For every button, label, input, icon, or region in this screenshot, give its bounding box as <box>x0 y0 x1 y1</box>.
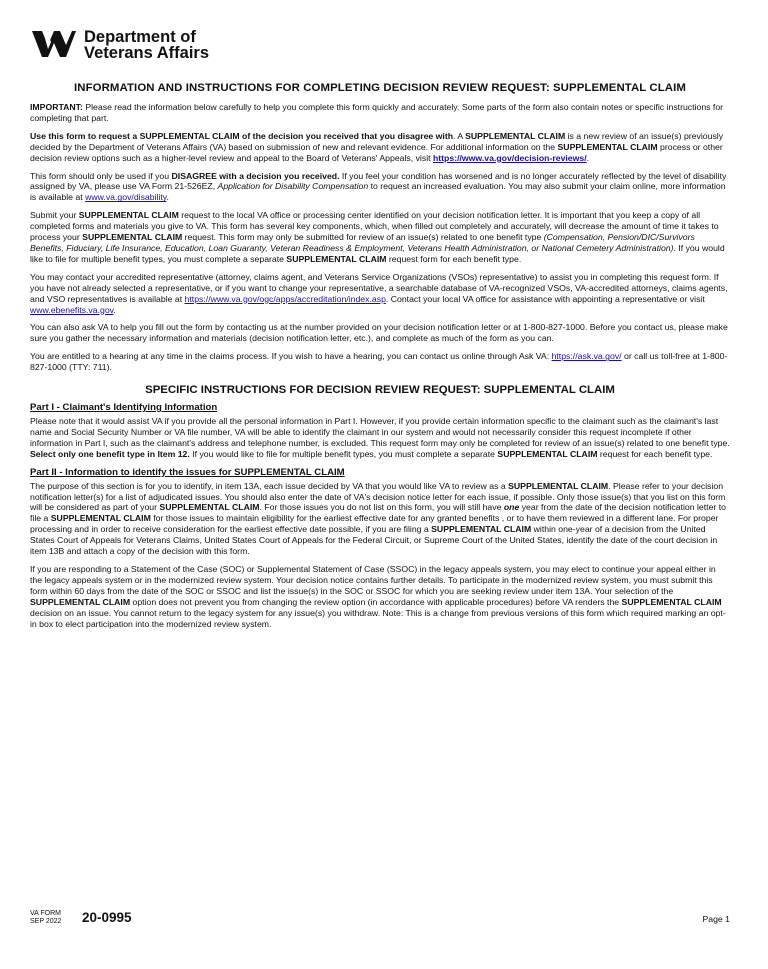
text: to request an increased evaluation. You may also submit your claim online, more information is available at <box>30 181 726 203</box>
form-date: SEP 2022 <box>30 918 62 925</box>
text: Please read the information below carefully to help you complete this form quickly and accurately. Some parts of the form also contain notes or specific instructions for completing that part. <box>30 102 724 123</box>
text-italic: Application for Disability Compensation <box>217 181 369 192</box>
page-number: Page 1 <box>702 914 730 924</box>
text: for those issues to maintain eligibility for the earliest effective date for any granted benefits , or to have them reviewed in a different lane. For proper processing and in order to receive consideration for the earliest effective date possible, if you are filing a <box>30 513 719 535</box>
dept-line1: Department of <box>84 28 196 46</box>
text-bold: SUPPLEMENTAL CLAIM <box>286 253 387 264</box>
text-bold: Use this form to request a SUPPLEMENTAL CLAIM of the decision you received that you disagree with <box>30 130 454 141</box>
text: process or other decision review options such as a higher-level review and appeal to the Board of Veterans' Appeals, visit <box>30 141 723 163</box>
paragraph-submit <box>30 210 730 265</box>
text: If you feel your condition has worsened and is no longer accurately reflected by the level of disability assigned by VA, please use VA Form 21-526EZ, <box>30 170 727 192</box>
section-title: SPECIFIC INSTRUCTIONS FOR DECISION REVIEW REQUEST: SUPPLEMENTAL CLAIM <box>145 384 615 397</box>
text: . Contact your local VA office for assistance with appointing a representative or visit <box>385 293 705 304</box>
text: You may contact your accredited representative (attorney, claims agent, and Veterans Service Organizations (VSOs) representative) to assist you in completing this request form. If you have not already selected a representative, or if you want to change your representative, a searchable database of VA-recognized VSOs, VA-accredited attorneys, claims agents, and VSO representatives is available at <box>30 271 728 304</box>
paragraph-part2 <box>30 481 730 557</box>
text: Please note that it would assist VA if you provide all the personal information in Part I. However, if you provide certain information specific to the claimant such as the claimant's last name and Social Security Number or VA file number, VA will be able to identify the claimant in our system and would not necessarily consider this request incomplete if other information in Part I, such as the claimant's address and telephone number, is excluded. This request form may only be completed for review of an issue(s) related to one benefit type. <box>30 416 730 448</box>
ebenefits-link[interactable]: www.ebenefits.va.gov <box>30 304 114 315</box>
paragraph-representative <box>30 272 730 316</box>
paragraph-part1 <box>30 416 730 460</box>
text: This form should only be used if you <box>30 170 172 181</box>
text: year from the date of the decision notification letter to file a <box>30 502 726 524</box>
text: decision on an issue. You cannot return to the legacy system for any issue(s) you withdraw. Note: This is a change from previous versions of this form which required marking an opt-in box to elect participation into the modernized review system. <box>30 607 726 629</box>
text: If you would like to file for multiple benefit types, you must complete a separate <box>30 242 725 264</box>
text: . Please refer to your decision notification letter(s) for a list of adjudicated issues. You should also enter the date of VA's decision notice letter for each issue, if possible. Only those issue(s) that you list on this form will be considered as part of your <box>30 480 726 513</box>
text-bold: SUPPLEMENTAL CLAIM <box>497 448 598 459</box>
text: is a new review of an issue(s) previously decided by the Department of Veterans Affairs (VA) based on submission of new and relevant evidence. For additional information on the <box>30 130 724 152</box>
text-bold: SUPPLEMENTAL CLAIM <box>159 502 260 513</box>
text: The purpose of this section is for you to identify, in item 13A, each issue decided by VA that you would like VA to review as a <box>30 480 509 491</box>
text-bold: SUPPLEMENTAL CLAIM <box>621 596 722 607</box>
paragraph-hearing <box>30 351 730 373</box>
part2-heading: Part II - Information to identify the issues for SUPPLEMENTAL CLAIM <box>30 466 345 478</box>
text-bold: SUPPLEMENTAL CLAIM <box>508 480 609 491</box>
paragraph-ask-help: You can also ask VA to help you fill out the form by contacting us at the number provided on your decision notification letter or at 1-800-827-1000. Before you contact us, please make sure you gather the necessary information and materials (decision notification letter, etc.), and complete as much of the form as you can. <box>30 322 728 344</box>
text: You are entitled to a hearing at any time in the claims process. If you wish to have a hearing, you can contact us online through Ask VA: <box>30 351 552 362</box>
part1-heading: Part I - Claimant's Identifying Information <box>30 402 218 414</box>
text-bold: SUPPLEMENTAL CLAIM <box>30 596 131 607</box>
text: . A <box>453 130 466 141</box>
text-bold: SUPPLEMENTAL CLAIM <box>78 210 179 221</box>
text-bold: SUPPLEMENTAL CLAIM <box>82 232 183 243</box>
ask-va-link[interactable]: https://ask.va.gov/ <box>551 351 622 362</box>
paragraph-legacy <box>30 564 730 629</box>
text: . For those issues you do not list on this form, you will still have <box>259 502 504 513</box>
text: . <box>586 152 590 163</box>
text: or call us toll-free at 1-800-827-1000 (TTY: 711). <box>30 351 728 373</box>
decision-reviews-link[interactable]: https://www.va.gov/decision-reviews/ <box>432 152 587 163</box>
text: request form for each benefit type. <box>386 253 522 264</box>
text: . <box>113 304 116 315</box>
text: within one-year of a decision from the United States Court of Appeals for Veterans Claims, United States Court of Appeals for the Federal Circuit, or Supreme Court of the United States, identify the date of the court decision in item 13B and attach a copy of the decision with this form. <box>30 524 718 557</box>
va-seal-icon <box>30 27 78 63</box>
text-bold: Select only one benefit type in Item 12. <box>30 448 190 459</box>
text-bold: DISAGREE with a decision you received. <box>171 170 340 181</box>
text-bold: SUPPLEMENTAL CLAIM <box>50 513 151 524</box>
text-bold: SUPPLEMENTAL CLAIM <box>431 524 532 535</box>
text: option does not prevent you from changing the review option (in accordance with applicable procedures) before VA renders the <box>130 596 622 607</box>
accreditation-link[interactable]: https://www.va.gov/ogc/apps/accreditation/index.asp <box>184 293 386 304</box>
document-page <box>30 22 730 636</box>
form-label-block <box>30 910 61 926</box>
paragraph-important <box>30 102 730 124</box>
text-bold: SUPPLEMENTAL CLAIM <box>557 141 658 152</box>
paragraph-disagree <box>30 171 730 204</box>
paragraph-use-form <box>30 131 730 164</box>
header <box>30 22 730 68</box>
text: If you are responding to a Statement of the Case (SOC) or Supplemental Statement of Case (SSOC) in the legacy appeals system, you may elect to continue your appeal either in the legacy appeals system or in the modernized review system. Your decision notice contains further details. To participate in the modernized review system, you must submit this form within 60 days from the date of the SOC or SSOC and list the issue(s) in the SOC or SSOC for which you are seeking review under item 13A. Your selection of the <box>30 564 716 596</box>
text: If you would like to file for multiple benefit types, you must complete a separate <box>189 448 498 459</box>
important-label: IMPORTANT: <box>30 102 83 112</box>
text: request. This form may only be submitted for review of an issue(s) related to one benefit type <box>182 232 544 243</box>
text-bold: SUPPLEMENTAL CLAIM <box>465 130 566 141</box>
text: request to the local VA office or processing center identified on your decision notification letter. It is important that you keep a copy of all completed forms and materials you give to VA. This form has several key components, which, when filled out completely and accurately, will decrease the amount of time it takes to process your <box>30 210 719 243</box>
department-name <box>84 29 209 61</box>
form-number: 20-0995 <box>82 910 132 925</box>
disability-link[interactable]: www.va.gov/disability <box>85 192 167 203</box>
text: . <box>166 192 169 203</box>
page-title: INFORMATION AND INSTRUCTIONS FOR COMPLETING DECISION REVIEW REQUEST: SUPPLEMENTAL CLAIM <box>74 82 686 94</box>
form-label: VA FORM <box>30 910 61 917</box>
text-bold-italic: one <box>503 502 520 513</box>
dept-line2: Veterans Affairs <box>84 44 210 62</box>
footer <box>30 910 730 930</box>
text-italic: (Compensation, Pension/DIC/Survivors Benefits, Fiduciary, Life Insurance, Education, Loan Guaranty, Veteran Readiness & Employment, Veterans Health Administration, or National Cemetery Administration). <box>30 232 695 253</box>
text: request for each benefit type. <box>597 448 713 459</box>
text: Submit your <box>30 210 79 221</box>
